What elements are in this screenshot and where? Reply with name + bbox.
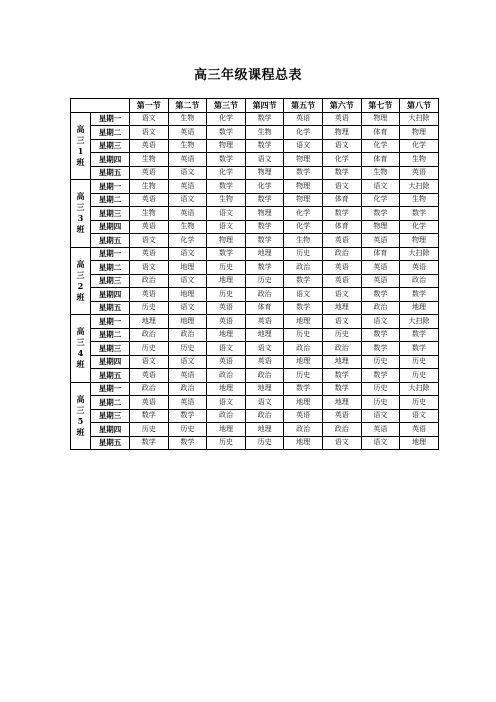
table-row [71, 274, 439, 288]
subject-cell: 历史 [361, 382, 400, 396]
table-row [71, 220, 439, 234]
subject-cell: 化学 [361, 193, 400, 207]
weekday-cell: 星期五 [91, 436, 130, 450]
weekday-cell: 星期一 [91, 112, 130, 126]
subject-cell: 语文 [245, 342, 284, 356]
subject-cell: 化学 [284, 126, 323, 140]
schedule-body [71, 112, 439, 450]
subject-cell: 英语 [168, 180, 207, 194]
weekday-cell: 星期一 [91, 180, 130, 194]
subject-cell: 物理 [284, 180, 323, 194]
subject-cell: 地理 [168, 288, 207, 302]
weekday-cell: 星期三 [91, 409, 130, 423]
subject-cell: 物理 [361, 112, 400, 126]
table-row [71, 301, 439, 315]
subject-cell: 英语 [130, 288, 169, 302]
subject-cell: 语文 [284, 288, 323, 302]
subject-cell: 数学 [400, 342, 439, 356]
weekday-cell: 星期三 [91, 207, 130, 221]
period-header: 第七节 [361, 99, 400, 113]
subject-cell: 物理 [207, 234, 246, 248]
subject-cell: 数学 [322, 166, 361, 180]
subject-cell: 数学 [245, 234, 284, 248]
class-label-char: 班 [76, 426, 85, 437]
class-label-char: 高 [76, 393, 85, 404]
subject-cell: 数学 [130, 409, 169, 423]
subject-cell: 体育 [361, 153, 400, 167]
subject-cell: 数学 [245, 220, 284, 234]
subject-cell: 数学 [207, 126, 246, 140]
subject-cell: 数学 [400, 288, 439, 302]
subject-cell: 大扫除 [400, 382, 439, 396]
subject-cell: 语文 [245, 396, 284, 410]
table-row [71, 342, 439, 356]
subject-cell: 化学 [168, 234, 207, 248]
subject-cell: 政治 [322, 423, 361, 437]
class-label-char: 三 [76, 202, 85, 213]
class-label-char: 2 [77, 280, 84, 291]
class-label-char: 5 [77, 415, 84, 426]
subject-cell: 语文 [245, 153, 284, 167]
subject-cell: 地理 [284, 355, 323, 369]
subject-cell: 历史 [284, 369, 323, 383]
subject-cell: 生物 [130, 180, 169, 194]
weekday-cell: 星期五 [91, 369, 130, 383]
subject-cell: 大扫除 [400, 247, 439, 261]
subject-cell: 物理 [400, 234, 439, 248]
subject-cell: 历史 [284, 328, 323, 342]
class-label-char: 高 [76, 258, 85, 269]
subject-cell: 化学 [400, 139, 439, 153]
table-row [71, 153, 439, 167]
subject-cell: 体育 [322, 220, 361, 234]
subject-cell: 英语 [322, 261, 361, 275]
subject-cell: 数学 [284, 382, 323, 396]
subject-cell: 英语 [207, 301, 246, 315]
subject-cell: 数学 [361, 328, 400, 342]
table-row [71, 112, 439, 126]
class-label-char: 4 [77, 348, 84, 359]
subject-cell: 语文 [400, 409, 439, 423]
period-header: 第六节 [322, 99, 361, 113]
class-label [71, 112, 91, 180]
weekday-cell: 星期四 [91, 355, 130, 369]
subject-cell: 英语 [322, 409, 361, 423]
subject-cell: 语文 [207, 342, 246, 356]
subject-cell: 英语 [207, 355, 246, 369]
subject-cell: 数学 [245, 112, 284, 126]
subject-cell: 数学 [207, 153, 246, 167]
table-row [71, 328, 439, 342]
subject-cell: 语文 [130, 261, 169, 275]
subject-cell: 政治 [284, 423, 323, 437]
subject-cell: 语文 [322, 288, 361, 302]
subject-cell: 历史 [130, 342, 169, 356]
table-row [71, 193, 439, 207]
subject-cell: 政治 [130, 382, 169, 396]
subject-cell: 数学 [207, 247, 246, 261]
subject-cell: 英语 [130, 396, 169, 410]
subject-cell: 语文 [322, 315, 361, 329]
subject-cell: 英语 [284, 112, 323, 126]
subject-cell: 物理 [207, 139, 246, 153]
table-row [71, 396, 439, 410]
table-row [71, 166, 439, 180]
subject-cell: 地理 [130, 315, 169, 329]
subject-cell: 语文 [168, 355, 207, 369]
subject-cell: 大扫除 [400, 315, 439, 329]
subject-cell: 英语 [400, 261, 439, 275]
subject-cell: 历史 [322, 328, 361, 342]
subject-cell: 数学 [284, 301, 323, 315]
subject-cell: 语文 [130, 112, 169, 126]
subject-cell: 语文 [168, 301, 207, 315]
subject-cell: 生物 [207, 193, 246, 207]
subject-cell: 数学 [284, 166, 323, 180]
subject-cell: 地理 [245, 328, 284, 342]
subject-cell: 地理 [207, 328, 246, 342]
subject-cell: 生物 [168, 112, 207, 126]
subject-cell: 地理 [245, 247, 284, 261]
class-label-char: 班 [76, 291, 85, 302]
subject-cell: 数学 [284, 274, 323, 288]
subject-cell: 物理 [284, 193, 323, 207]
subject-cell: 政治 [207, 369, 246, 383]
class-label [71, 180, 91, 248]
subject-cell: 英语 [361, 423, 400, 437]
subject-cell: 英语 [130, 369, 169, 383]
subject-cell: 英语 [168, 126, 207, 140]
subject-cell: 数学 [361, 288, 400, 302]
weekday-cell: 星期五 [91, 301, 130, 315]
subject-cell: 历史 [207, 261, 246, 275]
table-row [71, 369, 439, 383]
subject-cell: 英语 [322, 234, 361, 248]
period-header: 第三节 [207, 99, 246, 113]
page-title: 高三年级课程总表 [193, 68, 302, 83]
subject-cell: 英语 [130, 139, 169, 153]
table-row [71, 139, 439, 153]
subject-cell: 历史 [400, 396, 439, 410]
class-label-char: 班 [76, 359, 85, 370]
subject-cell: 语文 [130, 126, 169, 140]
corner-cell [71, 99, 130, 113]
period-header: 第八节 [400, 99, 439, 113]
table-row [71, 382, 439, 396]
subject-cell: 地理 [245, 423, 284, 437]
subject-cell: 政治 [245, 369, 284, 383]
subject-cell: 体育 [322, 193, 361, 207]
table-row [71, 315, 439, 329]
table-row [71, 261, 439, 275]
subject-cell: 历史 [207, 288, 246, 302]
subject-cell: 历史 [284, 247, 323, 261]
subject-cell: 政治 [130, 328, 169, 342]
subject-cell: 地理 [284, 396, 323, 410]
subject-cell: 化学 [245, 180, 284, 194]
class-label-char: 三 [76, 134, 85, 145]
subject-cell: 语文 [207, 396, 246, 410]
weekday-cell: 星期五 [91, 166, 130, 180]
class-label [71, 247, 91, 315]
table-row [71, 288, 439, 302]
class-label-char: 班 [76, 156, 85, 167]
table-row [71, 355, 439, 369]
subject-cell: 化学 [400, 220, 439, 234]
subject-cell: 体育 [245, 301, 284, 315]
subject-cell: 生物 [400, 193, 439, 207]
subject-cell: 化学 [322, 153, 361, 167]
class-label-char: 3 [77, 213, 84, 224]
class-label-char: 班 [76, 224, 85, 235]
subject-cell: 英语 [322, 274, 361, 288]
subject-cell: 地理 [400, 301, 439, 315]
subject-cell: 地理 [400, 436, 439, 450]
table-row [71, 234, 439, 248]
period-header: 第一节 [130, 99, 169, 113]
weekday-cell: 星期五 [91, 234, 130, 248]
subject-cell: 语文 [130, 355, 169, 369]
subject-cell: 历史 [245, 274, 284, 288]
subject-cell: 语文 [168, 247, 207, 261]
subject-cell: 生物 [245, 126, 284, 140]
subject-cell: 英语 [168, 153, 207, 167]
subject-cell: 历史 [400, 369, 439, 383]
subject-cell: 语文 [207, 220, 246, 234]
subject-cell: 历史 [130, 423, 169, 437]
header-row [71, 99, 439, 113]
class-label [71, 315, 91, 383]
subject-cell: 语文 [322, 180, 361, 194]
subject-cell: 数学 [361, 342, 400, 356]
subject-cell: 生物 [168, 139, 207, 153]
class-label-char: 高 [76, 123, 85, 134]
subject-cell: 英语 [130, 247, 169, 261]
subject-cell: 语文 [361, 436, 400, 450]
weekday-cell: 星期一 [91, 382, 130, 396]
subject-cell: 英语 [168, 369, 207, 383]
subject-cell: 数学 [168, 436, 207, 450]
subject-cell: 政治 [168, 382, 207, 396]
subject-cell: 物理 [245, 207, 284, 221]
table-row [71, 126, 439, 140]
weekday-cell: 星期一 [91, 315, 130, 329]
subject-cell: 数学 [207, 180, 246, 194]
weekday-cell: 星期二 [91, 328, 130, 342]
subject-cell: 政治 [130, 274, 169, 288]
subject-cell: 生物 [361, 166, 400, 180]
table-row [71, 409, 439, 423]
weekday-cell: 星期一 [91, 247, 130, 261]
subject-cell: 语文 [130, 234, 169, 248]
subject-cell: 化学 [207, 166, 246, 180]
subject-cell: 语文 [168, 193, 207, 207]
subject-cell: 语文 [361, 315, 400, 329]
weekday-cell: 星期四 [91, 423, 130, 437]
subject-cell: 数学 [130, 436, 169, 450]
subject-cell: 地理 [168, 315, 207, 329]
subject-cell: 物理 [361, 220, 400, 234]
subject-cell: 生物 [284, 234, 323, 248]
table-row [71, 180, 439, 194]
weekday-cell: 星期二 [91, 126, 130, 140]
subject-cell: 历史 [361, 355, 400, 369]
table-row [71, 436, 439, 450]
subject-cell: 数学 [245, 139, 284, 153]
table-row [71, 423, 439, 437]
weekday-cell: 星期二 [91, 193, 130, 207]
weekday-cell: 星期三 [91, 274, 130, 288]
subject-cell: 地理 [207, 423, 246, 437]
weekday-cell: 星期三 [91, 342, 130, 356]
subject-cell: 数学 [322, 382, 361, 396]
subject-cell: 生物 [130, 153, 169, 167]
subject-cell: 体育 [361, 247, 400, 261]
subject-cell: 政治 [400, 274, 439, 288]
subject-cell: 英语 [284, 409, 323, 423]
subject-cell: 英语 [168, 396, 207, 410]
subject-cell: 数学 [322, 207, 361, 221]
subject-cell: 政治 [245, 409, 284, 423]
subject-cell: 数学 [168, 409, 207, 423]
subject-cell: 英语 [322, 112, 361, 126]
subject-cell: 历史 [168, 423, 207, 437]
subject-cell: 英语 [168, 207, 207, 221]
weekday-cell: 星期四 [91, 288, 130, 302]
weekday-cell: 星期二 [91, 261, 130, 275]
subject-cell: 英语 [400, 423, 439, 437]
subject-cell: 英语 [361, 261, 400, 275]
subject-cell: 数学 [322, 369, 361, 383]
subject-cell: 大扫除 [400, 112, 439, 126]
subject-cell: 数学 [245, 193, 284, 207]
subject-cell: 英语 [130, 220, 169, 234]
subject-cell: 地理 [322, 301, 361, 315]
subject-cell: 体育 [361, 126, 400, 140]
weekday-cell: 星期四 [91, 153, 130, 167]
subject-cell: 化学 [284, 220, 323, 234]
subject-cell: 政治 [284, 342, 323, 356]
subject-cell: 语文 [361, 409, 400, 423]
subject-cell: 数学 [361, 207, 400, 221]
subject-cell: 地理 [168, 261, 207, 275]
subject-cell: 生物 [168, 220, 207, 234]
table-row [71, 247, 439, 261]
period-header: 第五节 [284, 99, 323, 113]
subject-cell: 生物 [130, 207, 169, 221]
subject-cell: 化学 [207, 112, 246, 126]
subject-cell: 语文 [168, 274, 207, 288]
subject-cell: 地理 [284, 315, 323, 329]
class-label-char: 1 [77, 145, 84, 156]
subject-cell: 数学 [245, 261, 284, 275]
subject-cell: 英语 [130, 193, 169, 207]
subject-cell: 生物 [400, 153, 439, 167]
subject-cell: 数学 [400, 207, 439, 221]
subject-cell: 物理 [400, 126, 439, 140]
subject-cell: 语文 [284, 139, 323, 153]
subject-cell: 物理 [245, 166, 284, 180]
subject-cell: 历史 [130, 301, 169, 315]
period-header: 第二节 [168, 99, 207, 113]
period-header: 第四节 [245, 99, 284, 113]
weekday-cell: 星期二 [91, 396, 130, 410]
subject-cell: 政治 [361, 301, 400, 315]
subject-cell: 政治 [207, 409, 246, 423]
subject-cell: 地理 [284, 436, 323, 450]
subject-cell: 语文 [168, 166, 207, 180]
subject-cell: 物理 [284, 153, 323, 167]
subject-cell: 历史 [168, 342, 207, 356]
subject-cell: 英语 [400, 166, 439, 180]
subject-cell: 化学 [361, 139, 400, 153]
weekday-cell: 星期三 [91, 139, 130, 153]
subject-cell: 政治 [245, 288, 284, 302]
subject-cell: 政治 [168, 328, 207, 342]
subject-cell: 语文 [322, 436, 361, 450]
subject-cell: 英语 [207, 315, 246, 329]
class-label-char: 三 [76, 404, 85, 415]
table-row [71, 207, 439, 221]
subject-cell: 地理 [207, 274, 246, 288]
subject-cell: 历史 [207, 436, 246, 450]
subject-cell: 数学 [400, 328, 439, 342]
subject-cell: 地理 [245, 382, 284, 396]
class-label-char: 三 [76, 269, 85, 280]
subject-cell: 政治 [322, 342, 361, 356]
subject-cell: 语文 [322, 139, 361, 153]
subject-cell: 地理 [322, 396, 361, 410]
class-label-char: 高 [76, 191, 85, 202]
subject-cell: 地理 [322, 355, 361, 369]
subject-cell: 英语 [245, 355, 284, 369]
subject-cell: 英语 [130, 166, 169, 180]
subject-cell: 数学 [361, 369, 400, 383]
subject-cell: 语文 [207, 207, 246, 221]
subject-cell: 历史 [400, 355, 439, 369]
subject-cell: 历史 [245, 436, 284, 450]
subject-cell: 政治 [284, 261, 323, 275]
subject-cell: 历史 [361, 396, 400, 410]
subject-cell: 大扫除 [400, 180, 439, 194]
class-label-char: 高 [76, 326, 85, 337]
subject-cell: 语文 [361, 180, 400, 194]
class-label-char: 三 [76, 337, 85, 348]
subject-cell: 化学 [284, 207, 323, 221]
schedule-table [70, 98, 439, 450]
class-label [71, 382, 91, 450]
subject-cell: 英语 [245, 315, 284, 329]
subject-cell: 英语 [361, 274, 400, 288]
subject-cell: 英语 [361, 234, 400, 248]
subject-cell: 物理 [322, 126, 361, 140]
weekday-cell: 星期四 [91, 220, 130, 234]
subject-cell: 地理 [207, 382, 246, 396]
subject-cell: 政治 [322, 247, 361, 261]
